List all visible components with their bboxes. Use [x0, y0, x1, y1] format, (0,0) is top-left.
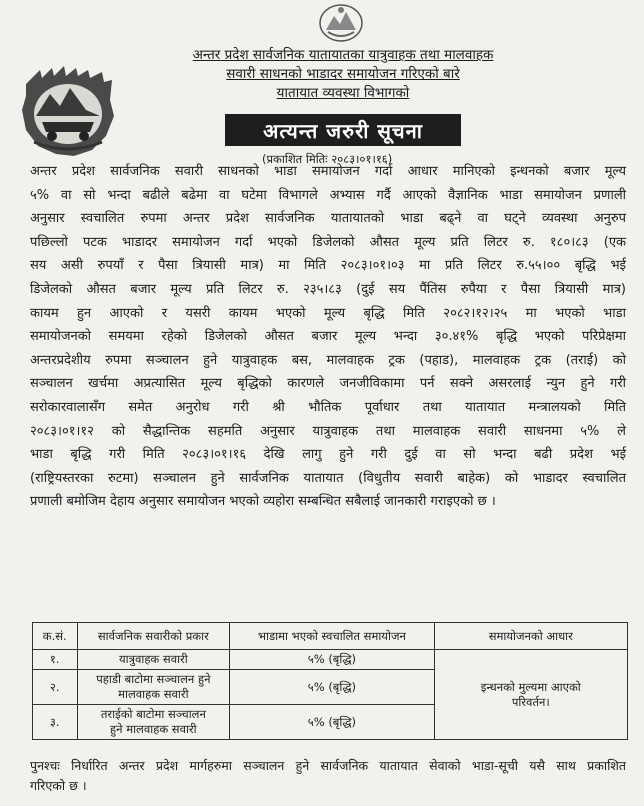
department-logo-icon	[20, 66, 116, 158]
body-line: डिजेलको औसत बजार मूल्य प्रति लिटर रु. २३५।८३ (दुई सय पैंतिस रुपैया र पैसा त्रियासी मात्र)	[30, 281, 626, 297]
postscript-line-2: गरिएको छ ।	[30, 778, 87, 793]
header-line-1: अन्तर प्रदेश सार्वजनिक यातायातका यात्रुवाहक तथा मालवाहक	[192, 47, 494, 63]
notice-header	[150, 46, 536, 103]
urgent-notice-banner: अत्यन्त जरुरी सूचना	[225, 114, 461, 146]
column-header-sn: क.सं.	[33, 623, 78, 650]
body-line: अन्तरप्रदेशीय रुपमा सञ्चालन हुने यात्रुवाहक बस, मालवाहक ट्रक (पहाड), मालवाहक ट्रक (तराई) को	[30, 352, 626, 368]
cell-basis	[434, 650, 627, 740]
column-header-adjustment: भाडामा भएको स्वचालित समायोजन	[230, 623, 434, 650]
vehicle-type-line: तराईको बाटोमा सञ्चालन	[100, 707, 206, 721]
column-header-vehicle-type: सार्वजनिक सवारीको प्रकार	[77, 623, 230, 650]
body-line: कायम हुन आएको र यसरी कायम भएको मूल्य बृद्धि मिति २०८२।१२।२५ मा भएको भाडा	[30, 305, 626, 321]
cell-adjustment: ५% (बृद्धि)	[230, 670, 434, 705]
body-line: सञ्चालन खर्चमा अप्रत्यासित मूल्य बृद्धिको कारणले जनजीविकामा पर्न सक्ने असरलाई न्युन हुने गरी	[30, 376, 626, 392]
header-line-2: सवारी साधनको भाडादर समायोजन गरिएको बारे	[226, 66, 460, 82]
cell-vehicle-type	[77, 650, 230, 670]
cell-sn: १.	[33, 650, 78, 670]
body-line: प्रणाली बमोजिम देहाय अनुसार समायोजन भएको व्यहोरा सम्बन्धित सबैलाई जानकारी गराइएको छ ।	[30, 494, 496, 510]
nepal-emblem-icon	[318, 2, 364, 42]
vehicle-type-line: मालवाहक सवारी	[118, 687, 189, 701]
body-line: अनुसार स्वचालित रुपमा अन्तर प्रदेश सार्वजनिक यातायातको भाडा बढ्ने वा घट्ने व्यवस्था अनुरुप	[30, 211, 626, 227]
cell-adjustment: ५% (बृद्धि)	[230, 705, 434, 740]
postscript-note	[30, 756, 626, 796]
cell-vehicle-type	[77, 670, 230, 705]
table-header-row	[33, 623, 628, 650]
vehicle-type-line: यात्रुवाहक सवारी	[118, 652, 188, 666]
cell-sn: २.	[33, 670, 78, 705]
cell-sn: ३.	[33, 705, 78, 740]
fare-adjustment-table	[32, 622, 628, 740]
cell-vehicle-type	[77, 705, 230, 740]
body-line: ५% वा सो भन्दा बढीले बढेमा वा घटेमा विभागले अभ्यास गर्दै आएको वैज्ञानिक भाडा समायोजन प्रणाली	[30, 187, 626, 203]
vehicle-type-line: हुने मालवाहक सवारी	[110, 722, 197, 736]
body-line: सय असी रुपयाँ र पैसा त्रियासी मात्र) मा मिति २०८३।०१।०३ मा प्रति लिटर रु.५५।०० बृद्धि भई	[30, 258, 626, 274]
basis-line-1: इन्धनको मुल्यमा आएको	[480, 679, 581, 694]
publication-date: (प्रकाशित मितिः २०८३।०१।१६)	[262, 152, 393, 166]
body-line: अन्तर प्रदेश सार्वजनिक सवारी साधनको भाडा समायोजन गर्दा आधार मानिएको इन्धनको बजार मूल्य	[30, 164, 626, 179]
notice-body	[30, 160, 626, 514]
body-line: (राष्ट्रियस्तरका रुटमा) सञ्चालन हुने सार्वजनिक यातायात (विधुतीय सवारी बाहेक) को भाडादर स्वचालित	[30, 470, 626, 486]
postscript-line-1: पुनश्चः निर्धारित अन्तर प्रदेश मार्गहरुमा सञ्चालन हुने सार्वजनिक यातायात सेवाको भाडा-सूची यसै साथ प्रकाशित	[30, 758, 626, 773]
body-line: २०८३।०१।१२ को सैद्धान्तिक सहमति अनुसार यात्रुवाहक तथा मालवाहक सवारी साधनमा ५% ले	[30, 423, 626, 439]
table-row	[33, 650, 628, 670]
body-line: पछिल्लो पटक भाडादर समायोजन गर्दा भएको डिजेलको औसत मूल्य प्रति लिटर रु. १८०।८३ (एक	[30, 234, 626, 250]
body-line: सरोकारवालासँग समेत अनुरोध गरी श्री भौतिक पूर्वाधार तथा यातायात मन्त्रालयको मिति	[30, 399, 626, 415]
basis-line-2: परिवर्तन।	[511, 694, 550, 709]
cell-adjustment: ५% (बृद्धि)	[230, 650, 434, 670]
body-line: भाडा बृद्धि गरी मिति २०८३।०१।१६ देखि लागु हुने गरी दुई वा सो भन्दा बढी प्रदेश भई	[30, 447, 626, 463]
body-line: समायोजनको समयमा रहेको डिजेलको औसत बजार मूल्य भन्दा ३०.४१% बृद्धि भएको परिप्रेक्षमा	[30, 329, 626, 345]
header-line-3: यातायात व्यवस्था विभागको	[276, 85, 410, 101]
column-header-basis: समायोजनको आधार	[434, 623, 627, 650]
vehicle-type-line: पहाडी बाटोमा सञ्चालन हुने	[96, 672, 211, 686]
